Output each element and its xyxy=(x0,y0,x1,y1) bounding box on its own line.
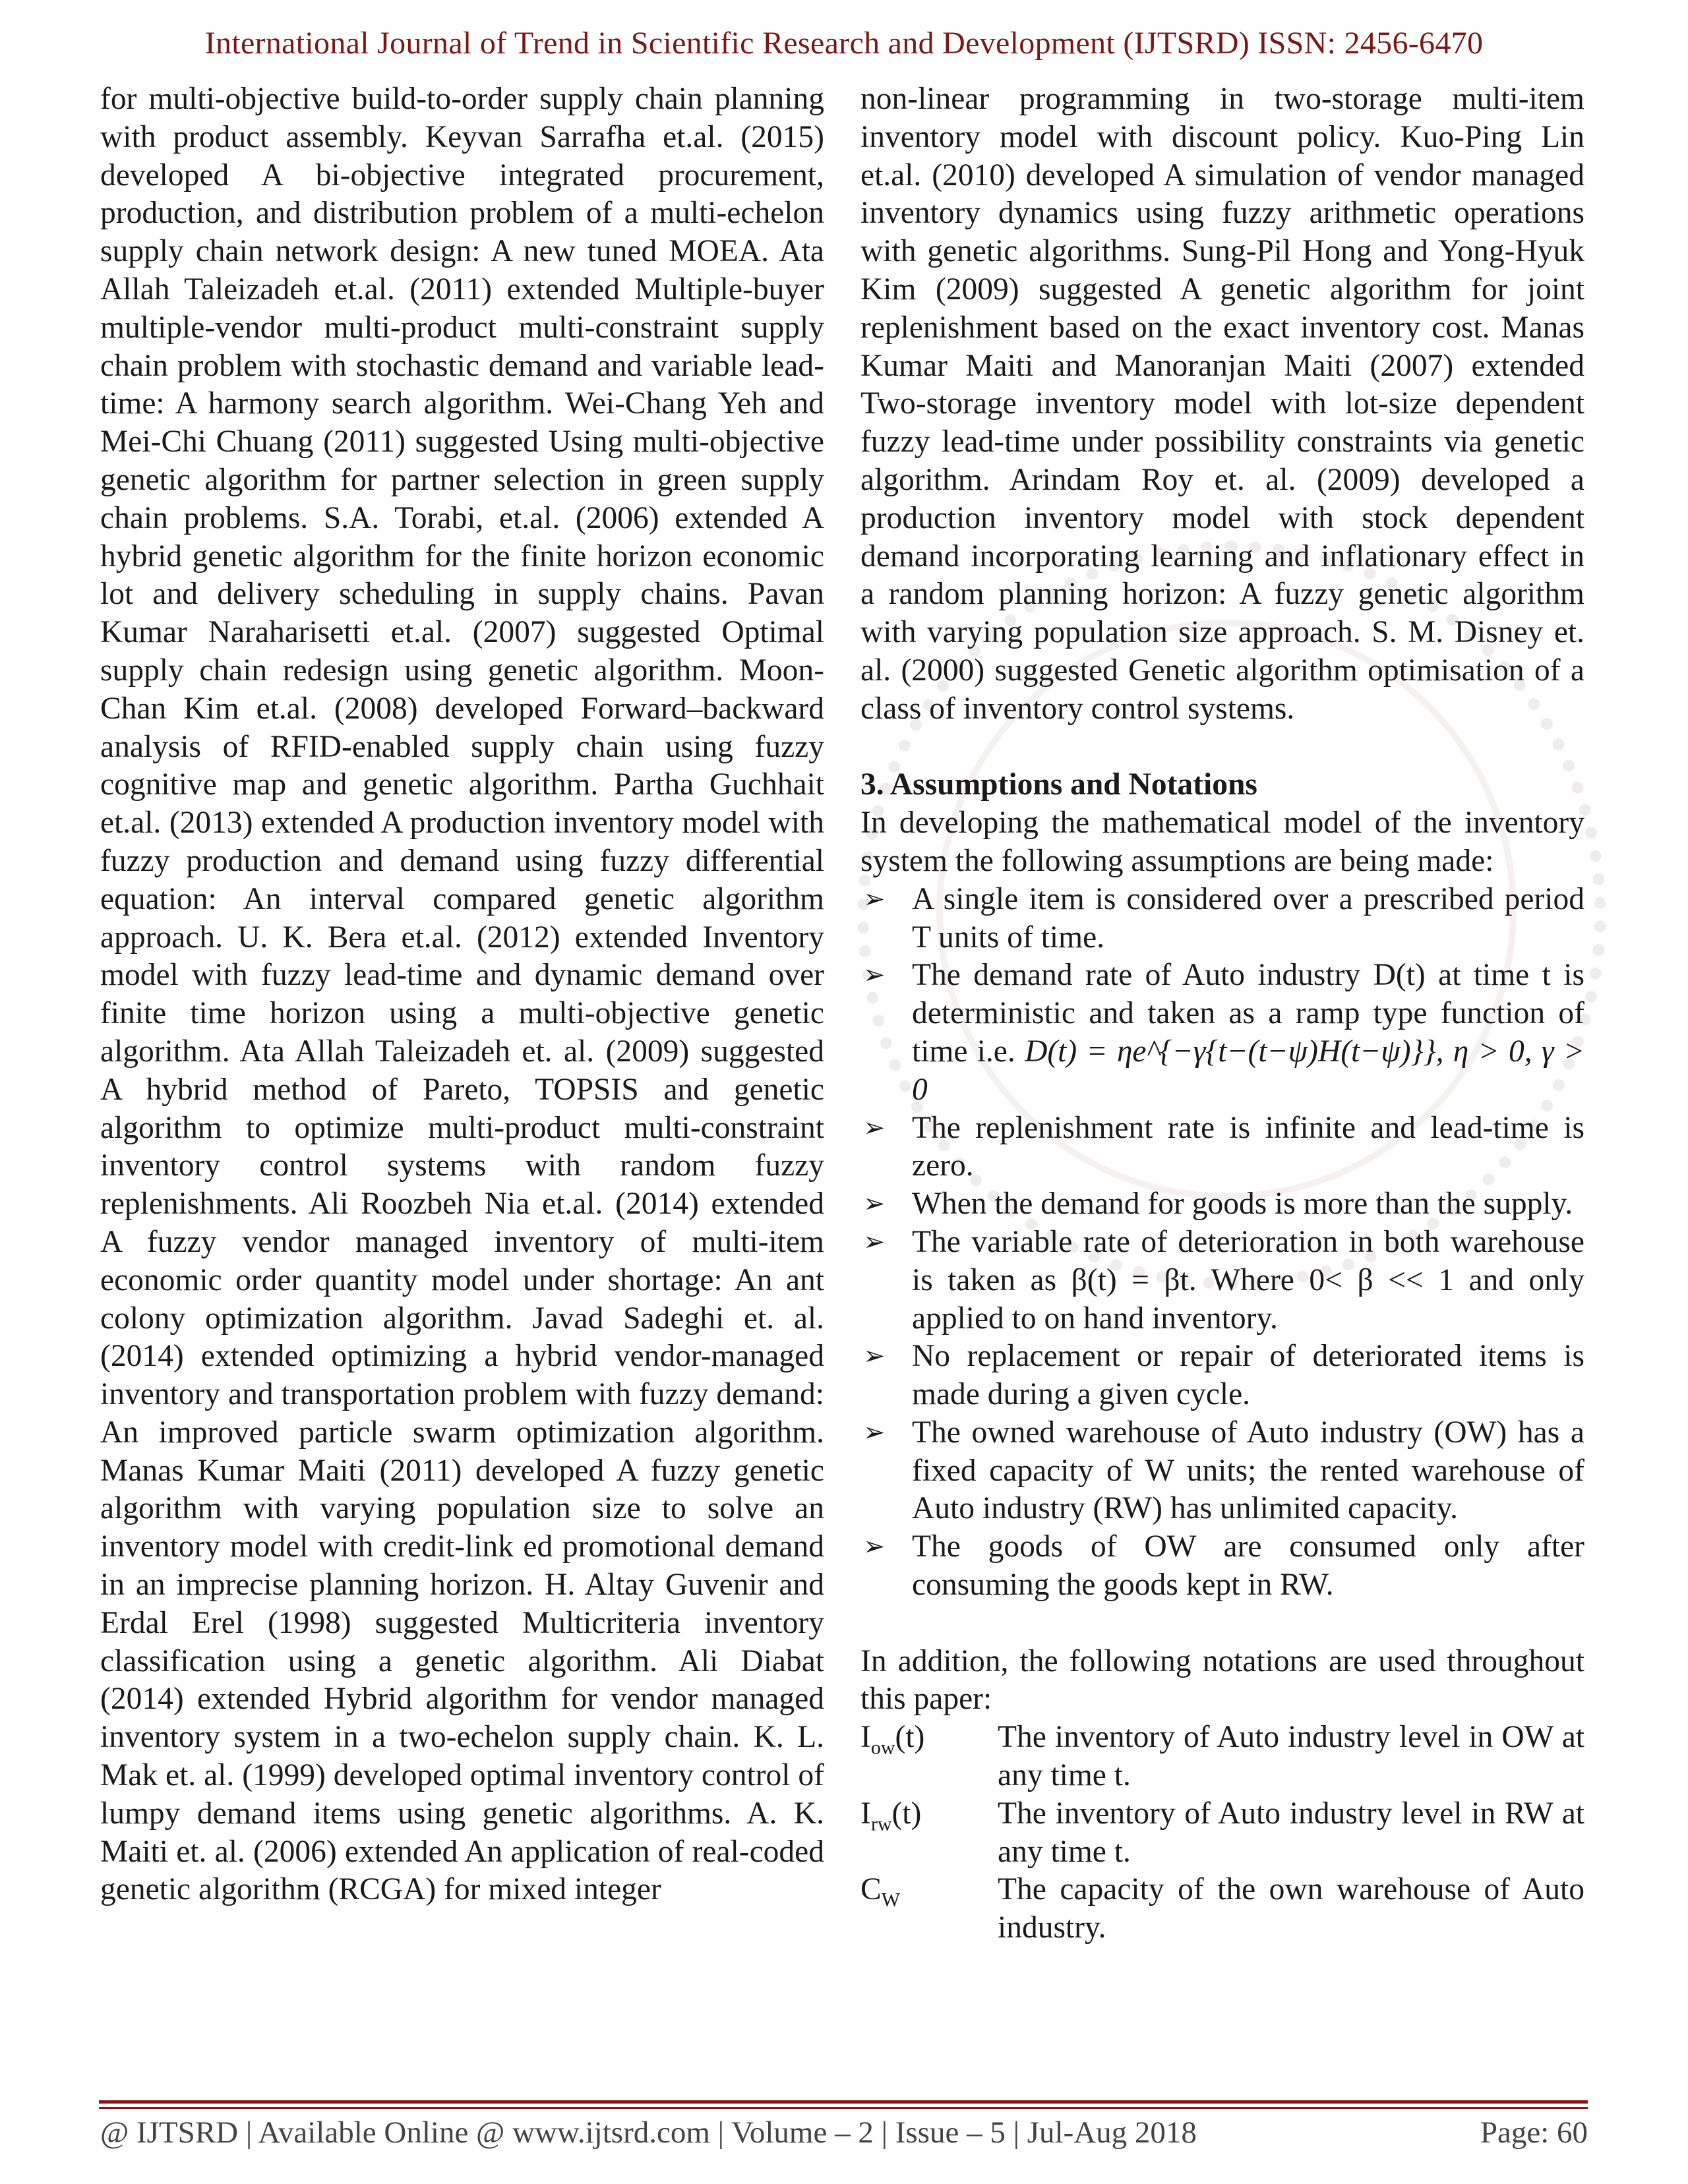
arrow-bullet-icon: ➢ xyxy=(863,1417,886,1448)
footer-citation: @ IJTSRD | Available Online @ www.ijtsrd.com | Volume – 2 | Issue – 5 | Jul-Aug 2018 xyxy=(100,2115,1197,2150)
journal-header: International Journal of Trend in Scientific Research and Development (IJTSRD) ISSN: 2456-6470 xyxy=(204,26,1484,61)
notation-row xyxy=(860,1871,1584,1947)
assumption-item: ➢ A single item is considered over a prescribed period T units of time. xyxy=(863,881,1584,955)
arrow-bullet-icon: ➢ xyxy=(863,1341,886,1372)
assumption-item: ➢ The owned warehouse of Auto industry (OW) has a fixed capacity of W units; the rented warehouse of Auto industry (RW) has unlimited capacity. xyxy=(863,1415,1584,1526)
notation-description: The capacity of the own warehouse of Auto industry. xyxy=(998,1872,1584,1945)
assumption-item: ➢ The demand rate of Auto industry D(t) at time t is deterministic and taken as a ramp type function of time i.e. D(t) = ηe^{−γ{t−(t−ψ)H(t−ψ)}}, η > 0, γ > 0 xyxy=(863,958,1584,1107)
arrow-bullet-icon: ➢ xyxy=(863,1189,886,1220)
literature-review-continuation: non-linear programming in two-storage multi-item inventory model with discount policy. Kuo-Ping Lin et.al. (2010) developed A simulation of vendor managed inventory dynamics using fuzzy arithmetic operations with genetic algorithms. Sung-Pil Hong and Yong-Hyuk Kim (2009) suggested A genetic algorithm for joint replenishment based on the exact inventory cost. Manas Kumar Maiti and Manoranjan Maiti (2007) extended Two-storage inventory model with lot-size dependent fuzzy lead-time under possibility constraints via genetic algorithm. Arindam Roy et. al. (2009) developed a production inventory model with stock dependent demand incorporating learning and inflationary effect in a random planning horizon: A fuzzy genetic algorithm with varying population size approach. S. M. Disney et. al. (2000) suggested Genetic algorithm optimisation of a class of inventory control systems. xyxy=(860,82,1584,726)
assumption-item: ➢ The goods of OW are consumed only after consuming the goods kept in RW. xyxy=(863,1529,1584,1603)
arrow-bullet-icon: ➢ xyxy=(863,1226,886,1257)
footer-divider xyxy=(99,2100,1588,2104)
assumption-item: ➢ When the demand for goods is more than the supply. xyxy=(860,1185,1584,1224)
assumptions-list xyxy=(860,881,1584,1605)
notation-row xyxy=(860,1795,1584,1872)
notations-intro: In addition, the following notations are used throughout this paper: xyxy=(860,1643,1584,1717)
page-number: Page: 60 xyxy=(1480,2115,1588,2150)
demand-formula: D(t) = ηe^{−γ{t−(t−ψ)H(t−ψ)}}, η > 0, γ > 0 xyxy=(912,1034,1584,1107)
notation-symbol: $I_{rw}(t)$ xyxy=(860,1796,922,1835)
notation-row xyxy=(860,1719,1584,1795)
assumption-item: ➢ No replacement or repair of deteriorated items is made during a given cycle. xyxy=(863,1339,1584,1412)
assumption-item: ➢ The replenishment rate is infinite and lead-time is zero. xyxy=(863,1110,1584,1183)
arrow-bullet-icon: ➢ xyxy=(863,960,886,991)
arrow-bullet-icon: ➢ xyxy=(863,1112,886,1143)
left-column xyxy=(100,80,824,1909)
notation-description: The inventory of Auto industry level in OW at any time t. xyxy=(998,1720,1584,1793)
literature-review-paragraph: for multi-objective build-to-order supply chain planning with product assembly. Keyvan Sarrafha et.al. (2015) developed A bi-objective integrated procurement, production, and distribution problem of a multi-echelon supply chain network design: A new tuned MOEA. Ata Allah Taleizadeh et.al. (2011) extended Multiple-buyer multiple-vendor multi-product multi-constraint supply chain problem with stochastic demand and variable lead-time: A harmony search algorithm. Wei-Chang Yeh and Mei-Chi Chuang (2011) suggested Using multi-objective genetic algorithm for partner selection in green supply chain problems. S.A. Torabi, et.al. (2006) extended A hybrid genetic algorithm for the finite horizon economic lot and delivery scheduling in supply chains. Pavan Kumar Naraharisetti et.al. (2007) suggested Optimal supply chain redesign using genetic algorithm. Moon-Chan Kim et.al. (2008) developed Forward–backward analysis of RFID-enabled supply chain using fuzzy cognitive map and genetic algorithm. Partha Guchhait et.al. (2013) extended A production inventory model with fuzzy production and demand using fuzzy differential equation: An interval compared genetic algorithm approach. U. K. Bera et.al. (2012) extended Inventory model with fuzzy lead-time and dynamic demand over finite time horizon using a multi-objective genetic algorithm. Ata Allah Taleizadeh et. al. (2009) suggested A hybrid method of Pareto, TOPSIS and genetic algorithm to optimize multi-product multi-constraint inventory control systems with random fuzzy replenishments. Ali Roozbeh Nia et.al. (2014) extended A fuzzy vendor managed inventory of multi-item economic order quantity model under shortage: An ant colony optimization algorithm. Javad Sadeghi et. al. (2014) extended optimizing a hybrid vendor-managed inventory and transportation problem with fuzzy demand: An improved particle swarm optimization algorithm. Manas Kumar Maiti (2011) developed A fuzzy genetic algorithm with varying population size to solve an inventory model with credit-link ed promotional demand in an imprecise planning horizon. H. Altay Guvenir and Erdal Erel (1998) suggested Multicriteria inventory classification using a genetic algorithm. Ali Diabat (2014) extended Hybrid algorithm for vendor managed inventory system in a two-echelon supply chain. K. L. Mak et. al. (1999) developed optimal inventory control of lumpy demand items using genetic algorithms. A. K. Maiti et. al. (2006) extended An application of real-coded genetic algorithm (RCGA) for mixed integer xyxy=(100,82,824,1907)
right-column xyxy=(860,80,1584,1947)
footer-divider-thin xyxy=(99,2107,1588,2109)
notation-symbol: $I_{ow}(t)$ xyxy=(860,1720,925,1759)
notation-description: The inventory of Auto industry level in RW at any time t. xyxy=(998,1796,1584,1869)
section-heading: 3. Assumptions and Notations xyxy=(860,767,1257,802)
arrow-bullet-icon: ➢ xyxy=(863,883,886,914)
assumption-item: ➢ The variable rate of deterioration in both warehouse is taken as β(t) = βt. Where 0< β << 1 and only applied to on hand inventory. xyxy=(863,1224,1584,1336)
arrow-bullet-icon: ➢ xyxy=(863,1531,886,1562)
assumptions-intro: In developing the mathematical model of the inventory system the following assumptions are being made: xyxy=(860,806,1584,878)
notation-symbol: $C_W$ xyxy=(860,1872,901,1911)
